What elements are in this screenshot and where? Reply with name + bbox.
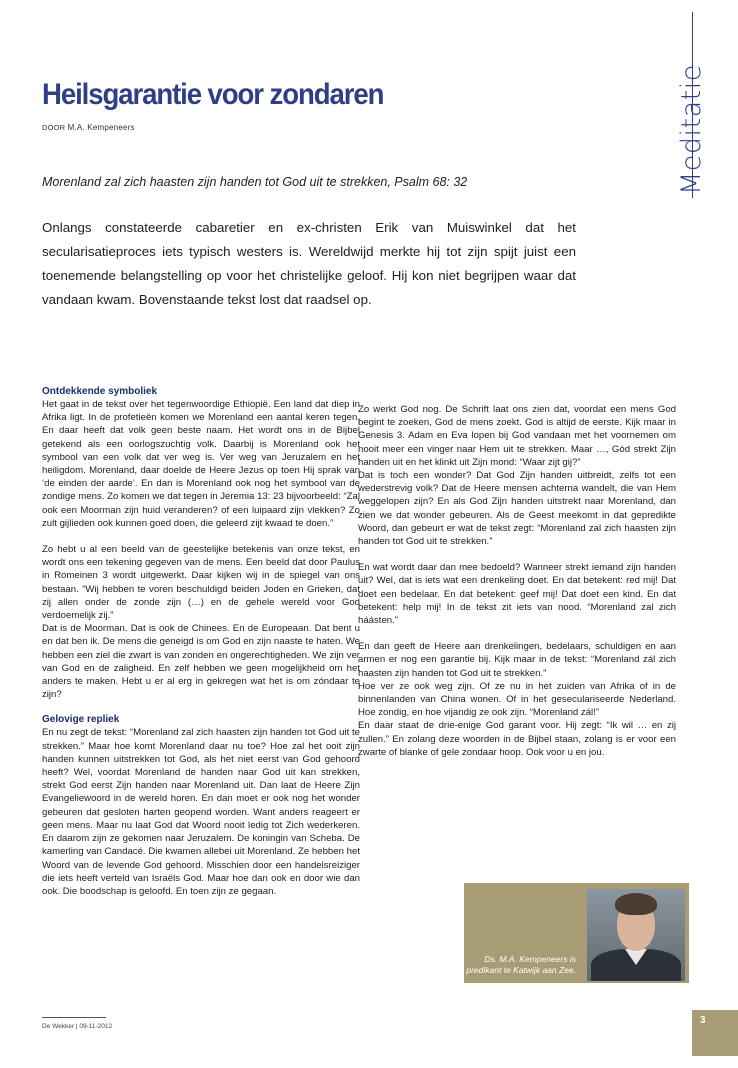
heading-ontdekkende-symboliek: Ontdekkende symboliek — [42, 386, 158, 397]
byline — [42, 123, 135, 132]
intro-paragraph: Onlangs constateerde cabaretier en ex-christen Erik van Muiswinkel dat het secularisatieproces iets typisch westers is. Wereldwijd merkte hij tot zijn spijt juist een toenemende belangstelling op voor het christelijke geloof. Hij kon niet begrijpen waar dat vandaan kwam. Bovenstaande tekst lost dat raadsel op. — [42, 220, 576, 307]
paragraph: En dan geeft de Heere aan drenkelingen, bedelaars, schuldigen en aan armen er nog een garantie bij. Kijk maar in de tekst: “Morenland zál zich haasten zijn handen tot God uit te strekken.” — [358, 641, 676, 679]
left-column — [42, 385, 360, 898]
footer-divider — [42, 1017, 106, 1018]
epigraph: Morenland zal zich haasten zijn handen tot God uit te strekken, Psalm 68: 32 — [42, 175, 468, 189]
page-number: 3 — [700, 1015, 706, 1026]
photo-caption: Ds. M.A. Kempeneers is predikant te Katwijk aan Zee. — [466, 954, 576, 975]
article-title: Heilsgarantie voor zondaren — [42, 78, 384, 111]
paragraph: En nu zegt de tekst: “Morenland zal zich haasten zijn handen tot God uit te strekken.” Maar hoe komt Morenland daar nu toe? Hoe zal het ooit zijn handen kunnen uitstrekken tot God, als het niet eerst van God gehoord heeft? Wel, voordat Morenland de handen naar God uit kan strekken, strekt God eerst Zijn handen naar Morenland uit. Dan laat de Heere Zijn Evangeliewoord in de wereld horen. En dan moet er ook nog het wonder gebeuren dat gesloten harten geopend worden. Want anders reageert er geen mens. Maar nu laat God dat Woord nooit ledig tot Zich wederkeren. En daarom zijn ze gekomen naar Jeruzalem. De koningin van Scheba. De kamerling van Candacé. Die kwamen allebei uit Morenland. Ze hebben het Woord van de levende God gehoord. Misschien door een handelsreiziger die iets heeft verteld van Israëls God. Maar hoe dan ook en door wie dan ook. Die boodschap is geloofd. En toen zijn ze gegaan. — [42, 727, 360, 897]
paragraph: Het gaat in de tekst over het tegenwoordige Ethiopië. Een land dat diep in Afrika ligt. In de profetieën komen we Morenland een aantal keren tegen. En daar heeft dat volk geen beste naam. Het wordt ons in de Bijbel getekend als een oorlogszuchtig volk. Daarbij is Morenland ook het symbool van een volk dat ver weg is. Ver weg van Jeruzalem en het heiligdom. Morenland, daar doelde de Heere Jezus op toen Hij sprak van ‘de einden der aarde’. En dan is Morenland ook nog het symbool van de zondige mens. Zo komen we dat tegen in Jeremia 13: 23 bijvoorbeeld: “Zal ook een Moorman zijn huid veranderen? of een luipaard zijn vlekken? Zo zult gijlieden ook kunnen goed doen, die geleerd zijt kwaad te doen.” — [42, 399, 360, 529]
byline-prefix: DOOR — [42, 123, 66, 132]
heading-gelovige-repliek: Gelovige repliek — [42, 714, 120, 726]
paragraph: Hoe ver ze ook weg zijn. Of ze nu in het zuiden van Afrika of in de binnenlanden van China wonen. Of in het geseculariseerde Nederland. Hoe zondig, en hoe vijandig ze ook zijn. “Morenland zál!” — [358, 680, 676, 719]
page-number-box — [692, 1010, 738, 1056]
paragraph: Dat is de Moorman. Dat is ook de Chinees. En de Europeaan. Dat bent u en dat ben ik. De mens die geneigd is om God en zijn naaste te haten. We hebben een ziel die zwart is van zonden en ongerechtigheden. We zijn ver van God en de zaligheid. En zelf hebben we geen mogelijkheid om het anders te maken. Hebt u er al erg in gekregen wat het is om zóndaar te zijn? — [42, 623, 360, 701]
footer-publication: De Wekker | 09-11-2012 — [42, 1023, 113, 1030]
byline-author: M.A. Kempeneers — [67, 123, 135, 132]
paragraph: En daar staat de drie-enige God garant voor. Hij zegt: “Ik wil … en zij zullen.” En zolang deze woorden in de Bijbel staan, zolang is er voor een zwarte of blanke of gele zondaar hoop. Ook voor u en jou. — [358, 720, 676, 758]
author-photo-box — [464, 883, 689, 983]
author-portrait — [587, 889, 685, 981]
paragraph: Dat is toch een wonder? Dat God Zijn handen uitbreidt, zelfs tot een wederstrevig volk? Dat de Heere mensen achterna wandelt, die van Hem weggelopen zijn? En als God Zijn handen uitstrekt naar Morenland, dan zien we dat wonder gebeuren. Als de Geest meekomt in dat gepredikte Woord, dan gebeurt er wat de tekst zegt: “Morenland zal zich haasten zijn handen tot God uit te strekken.” — [358, 470, 676, 548]
section-label: Meditatie — [676, 64, 707, 195]
paragraph: Zo werkt God nog. De Schrift laat ons zien dat, voordat een mens God begint te zoeken, God de mens zoekt. God is altijd de eerste. Kijk maar in Genesis 3. Adam en Eva lopen bij God vandaan met het voornemen om nooit meer een vinger naar Hem uit te strekken. Maar …, Gód strekt Zijn handen uit en het klinkt uit Zijn mond: “Waar zijt gij?” — [358, 404, 676, 468]
paragraph: En wat wordt daar dan mee bedoeld? Wanneer strekt iemand zijn handen uit? Wel, dat is iets wat een drenkeling doet. En dat betekent: red mij! Dat doet een bedelaar. En dat betekent: geef mij! Dat doet een kind. En dat betekent: help mij! In de tekst zit iets van nood. “Morenland zal zich háásten.” — [358, 562, 676, 627]
paragraph: Zo hebt u al een beeld van de geestelijke betekenis van onze tekst, en wordt ons een tekening gegeven van de mens. Een beeld dat door Paulus in Romeinen 3 wordt uitgewerkt. Daar kijken wij in de spiegel van ons bestaan. “Wij hebben te voren beschuldigd beiden Joden en Grieken, dat zij allen onder de zonde zijn (…) en de gehele wereld voor God verdoemelijk zij.” — [42, 544, 360, 622]
right-column — [358, 403, 676, 759]
portrait-hair — [615, 893, 657, 915]
